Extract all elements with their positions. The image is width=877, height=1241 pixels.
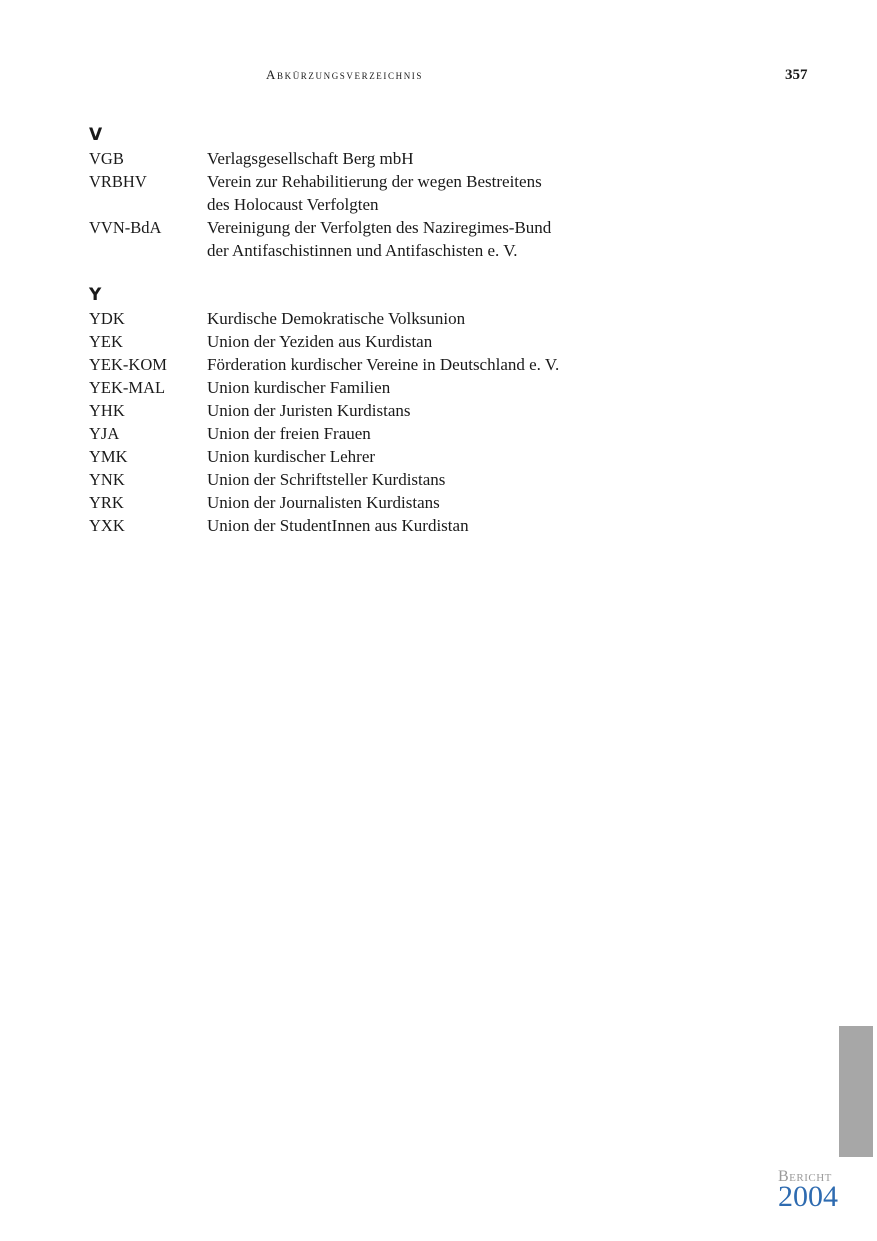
- definition: Vereinigung der Verfolgten des Naziregimes-Bund der Antifaschistinnen und Antifaschisten e. V.: [207, 218, 552, 260]
- abbreviation: YHK: [89, 401, 125, 420]
- list-item: [89, 399, 649, 422]
- abbreviation: YXK: [89, 516, 125, 535]
- definition: Union kurdischer Familien: [207, 378, 391, 397]
- list-item: [89, 514, 649, 537]
- definition: Förderation kurdischer Vereine in Deutschland e. V.: [207, 355, 560, 374]
- definition: Union kurdischer Lehrer: [207, 447, 376, 466]
- section-y: [89, 284, 649, 537]
- definition: Union der Journalisten Kurdistans: [207, 493, 440, 512]
- list-item: [89, 216, 649, 262]
- definition: Union der Schriftsteller Kurdistans: [207, 470, 446, 489]
- running-header-title: Abkürzungsverzeichnis: [266, 67, 423, 82]
- list-item: [89, 445, 649, 468]
- abbreviation: YEK-KOM: [89, 355, 167, 374]
- list-item: [89, 422, 649, 445]
- abbreviation: VRBHV: [89, 172, 147, 191]
- list-item: [89, 330, 649, 353]
- list-item: [89, 376, 649, 399]
- definition: Kurdische Demokratische Volksunion: [207, 309, 466, 328]
- section-v: [89, 124, 649, 262]
- abbreviation: YJA: [89, 424, 120, 443]
- abbreviation: VGB: [89, 149, 124, 168]
- definition: Verlagsgesellschaft Berg mbH: [207, 149, 414, 168]
- report-logo-word: Bericht: [778, 1168, 832, 1185]
- definition: Union der Yeziden aus Kurdistan: [207, 332, 433, 351]
- definition: Union der Juristen Kurdistans: [207, 401, 411, 420]
- section-letter: V: [89, 125, 103, 145]
- list-item: [89, 170, 649, 216]
- page-number: 357: [785, 67, 808, 83]
- report-logo: [778, 1168, 838, 1211]
- definition: Union der StudentInnen aus Kurdistan: [207, 516, 469, 535]
- abbreviation: YEK: [89, 332, 123, 351]
- abbreviation: YDK: [89, 309, 125, 328]
- list-item: [89, 491, 649, 514]
- abbreviation: VVN-BdA: [89, 218, 162, 237]
- definition: Verein zur Rehabilitierung der wegen Bestreitens des Holocaust Verfolgten: [207, 172, 542, 214]
- section-letter: Y: [89, 285, 102, 305]
- list-item: [89, 353, 649, 376]
- thumb-index-tab: [839, 1026, 873, 1157]
- list-item: [89, 307, 649, 330]
- abbreviation: YRK: [89, 493, 124, 512]
- definition: Union der freien Frauen: [207, 424, 371, 443]
- list-item: [89, 468, 649, 491]
- abbreviation: YNK: [89, 470, 125, 489]
- abbreviation: YEK-MAL: [89, 378, 166, 397]
- abbreviation: YMK: [89, 447, 128, 466]
- list-item: [89, 147, 649, 170]
- report-logo-year: 2004: [778, 1180, 838, 1213]
